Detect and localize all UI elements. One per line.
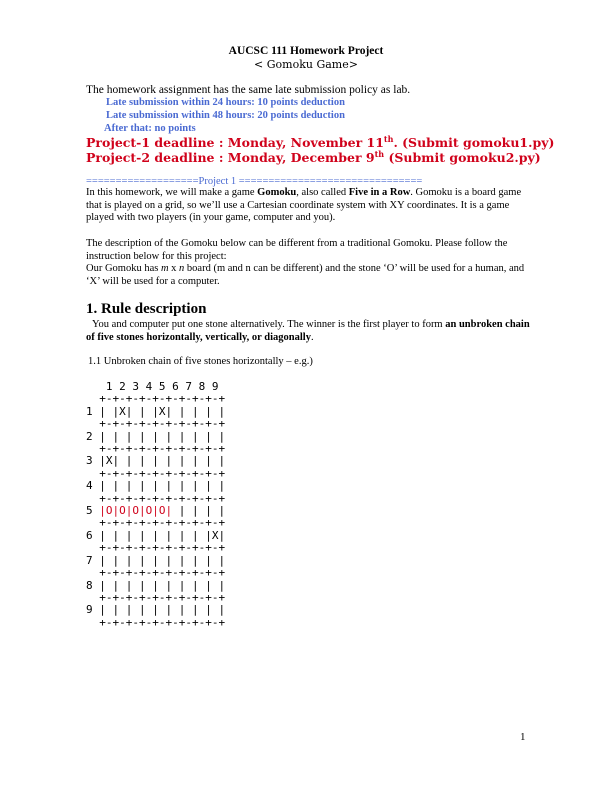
row-cells: | | | | | | | | |X| xyxy=(99,528,226,542)
late-policy-intro: The homework assignment has the same late submission policy as lab. xyxy=(86,84,411,96)
board-text-3: board (m and n can be different) and the stone ‘O’ will be used for a human, and ‘X’ will be used for a computer. xyxy=(86,263,525,287)
board-border: +-+-+-+-+-+-+-+-+-+ xyxy=(86,541,226,555)
board-m: m xyxy=(160,263,169,274)
intro-text-3: . Gomoku is a board game that is played on a grid, so we’ll use a Cartesian coordinate system with XY coordinates. It is a game played with two players (in your game, computer and you). xyxy=(86,187,522,223)
board-border: +-+-+-+-+-+-+-+-+-+ xyxy=(86,615,226,629)
row-number: 7 xyxy=(86,553,93,567)
deadline-project-2 xyxy=(86,149,541,165)
row-cells: | | | | xyxy=(172,504,226,518)
board-border: +-+-+-+-+-+-+-+-+-+ xyxy=(86,491,226,505)
document-subtitle: < Gomoku Game> xyxy=(254,58,358,71)
project-1-separator: ===================Project 1 =============================== xyxy=(86,176,423,187)
rule-bold: an unbroken chain of five stones horizontally, vertically, or diagonally xyxy=(86,319,530,343)
board-n: n xyxy=(179,263,185,274)
row-number: 3 xyxy=(86,454,93,468)
rule-text: You and computer put one stone alternatively. The winner is the first player to form xyxy=(92,319,446,330)
late-policy-after: After that: no points xyxy=(104,123,196,134)
row-number: 2 xyxy=(86,429,93,443)
board-row-9 xyxy=(86,604,225,616)
subsection-heading: 1.1 Unbroken chain of five stones horizontally – e.g.) xyxy=(88,356,313,367)
board-paragraph xyxy=(86,263,538,288)
gomoku-board xyxy=(86,381,225,629)
term-five-in-a-row: Five in a Row xyxy=(348,187,411,198)
row-number: 1 xyxy=(86,404,93,418)
board-column-header: 1 2 3 4 5 6 7 8 9 xyxy=(86,380,219,393)
row-cells: | | | | | | | | | | xyxy=(99,553,226,567)
row-number: 6 xyxy=(86,528,93,542)
document-title: AUCSC 111 Homework Project xyxy=(228,45,384,57)
row-cells: | | | | | | | | | | xyxy=(99,479,226,493)
row-cells: | | | | | | | | | | xyxy=(99,429,226,443)
board-border: +-+-+-+-+-+-+-+-+-+ xyxy=(86,392,226,406)
deadline-project-1-tail: . (Submit gomoku1.py) xyxy=(393,135,555,151)
intro-text-1: In this homework, we will make a game xyxy=(86,187,258,198)
board-border: +-+-+-+-+-+-+-+-+-+ xyxy=(86,590,226,604)
row-cells: | | | | | | | | | | xyxy=(99,603,226,617)
board-border: +-+-+-+-+-+-+-+-+-+ xyxy=(86,466,226,480)
row-cells: |X| | | | | | | | | xyxy=(99,454,226,468)
board-row-3 xyxy=(86,455,225,467)
board-border: +-+-+-+-+-+-+-+-+-+ xyxy=(86,566,226,580)
late-policy-48h: Late submission within 48 hours: 20 points deduction xyxy=(106,110,345,121)
board-text-1: Our Gomoku has xyxy=(86,263,161,274)
page-number: 1 xyxy=(520,731,526,743)
section-heading: 1. Rule description xyxy=(86,301,207,317)
winning-o-chain: |O|O|O|O|O| xyxy=(99,504,173,518)
board-border: +-+-+-+-+-+-+-+-+-+ xyxy=(86,442,226,456)
deadline-project-2-text: Project-2 deadline : Monday, December 9 xyxy=(86,150,375,166)
deadline-project-1 xyxy=(86,134,554,150)
deadline-project-2-sup: th xyxy=(374,149,385,159)
board-row-4 xyxy=(86,480,225,492)
term-gomoku: Gomoku xyxy=(257,187,297,198)
deadline-project-2-tail: (Submit gomoku2.py) xyxy=(384,150,541,166)
board-border: +-+-+-+-+-+-+-+-+-+ xyxy=(86,516,226,530)
late-policy-24h: Late submission within 24 hours: 10 points deduction xyxy=(106,97,345,108)
row-cells: | | | | | | | | | | xyxy=(99,578,226,592)
row-number: 9 xyxy=(86,603,93,617)
row-number: 4 xyxy=(86,479,93,493)
intro-paragraph xyxy=(86,187,534,225)
intro-text-2: , also called xyxy=(296,187,349,198)
board-border: +-+-+-+-+-+-+-+-+-+ xyxy=(86,417,226,431)
row-number: 8 xyxy=(86,578,93,592)
row-cells: | |X| | |X| | | | | xyxy=(99,404,226,418)
description-paragraph: The description of the Gomoku below can be different from a traditional Gomoku. Please follow the instruction below for this project: xyxy=(86,238,508,262)
deadline-project-1-sup: th xyxy=(383,134,394,144)
deadline-project-1-text: Project-1 deadline : Monday, November 11 xyxy=(86,135,384,151)
rule-paragraph xyxy=(86,319,536,344)
row-number: 5 xyxy=(86,504,93,518)
rule-end: . xyxy=(310,331,314,343)
board-text-2: x xyxy=(168,263,180,274)
